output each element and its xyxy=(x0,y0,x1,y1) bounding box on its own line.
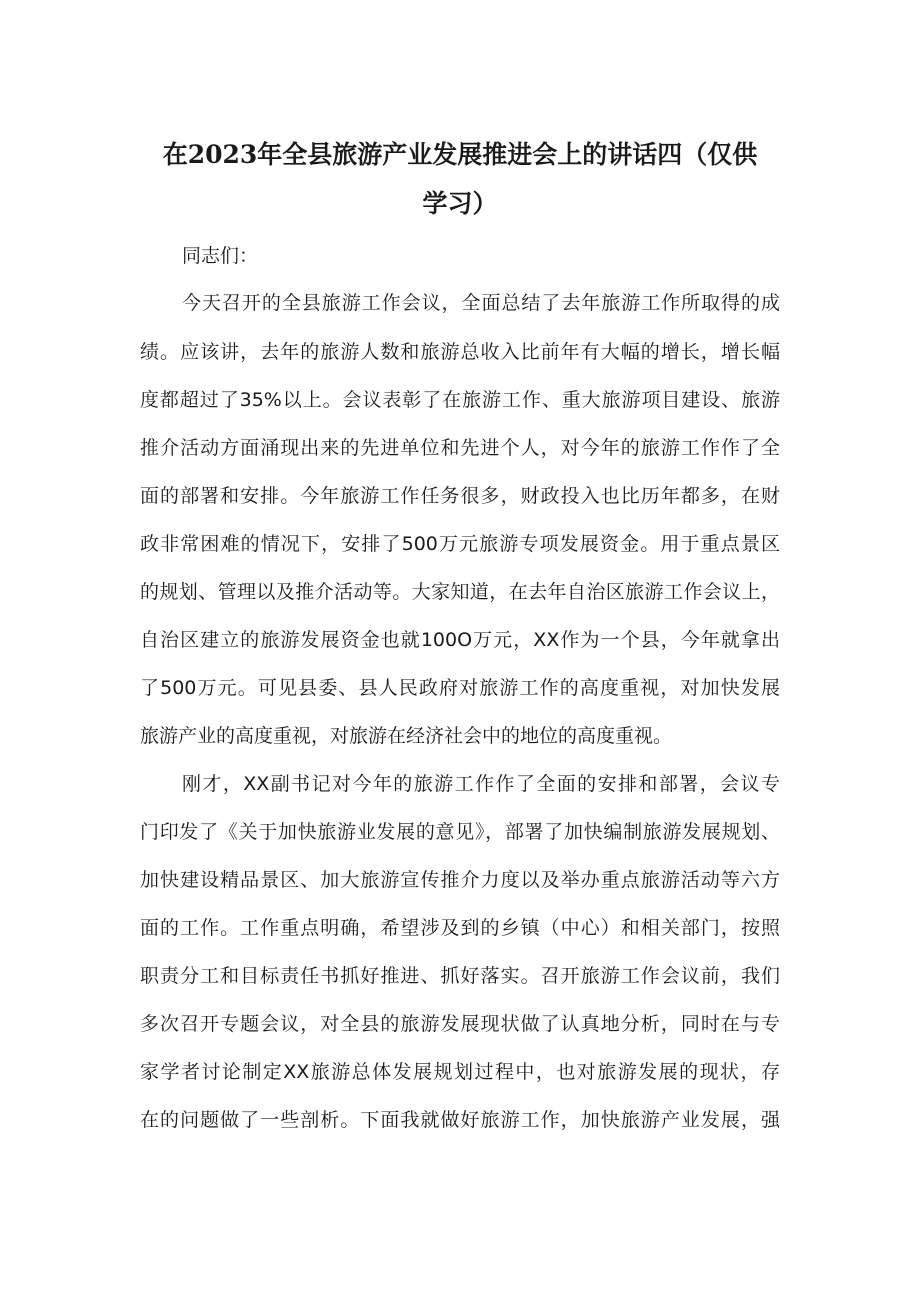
paragraph-1-line: 推介活动方面涌现出来的先进单位和先进个人，对今年的旅游工作作了全 xyxy=(140,437,780,459)
paragraph-1-line: 绩。应该讲，去年的旅游人数和旅游总收入比前年有大幅的增长，增长幅 xyxy=(140,341,780,363)
paragraph-2-line: 刚才，XX副书记对今年的旅游工作作了全面的安排和部署，会议专 xyxy=(182,773,780,795)
paragraph-2-line: 加快建设精品景区、加大旅游宣传推介力度以及举办重点旅游活动等六方 xyxy=(140,869,780,891)
document-title-line-1: 在2023年全县旅游产业发展推进会上的讲话四（仅供 xyxy=(162,140,758,169)
paragraph-1-line: 政非常困难的情况下，安排了500万元旅游专项发展资金。用于重点景区 xyxy=(140,533,780,555)
paragraph-1-line: 了500万元。可见县委、县人民政府对旅游工作的高度重视，对加快发展 xyxy=(140,677,780,699)
paragraph-1-line: 面的部署和安排。今年旅游工作任务很多，财政投入也比历年都多，在财 xyxy=(140,485,780,507)
paragraph-2-line: 门印发了《关于加快旅游业发展的意见》，部署了加快编制旅游发展规划、 xyxy=(140,821,780,843)
paragraph-2-line: 面的工作。工作重点明确，希望涉及到的乡镇（中心）和相关部门，按照 xyxy=(140,917,780,939)
paragraph-1-line: 旅游产业的高度重视，对旅游在经济社会中的地位的高度重视。 xyxy=(140,725,673,747)
paragraph-1-line: 度都超过了35%以上。会议表彰了在旅游工作、重大旅游项目建设、旅游 xyxy=(140,389,780,411)
paragraph-2-line: 家学者讨论制定XX旅游总体发展规划过程中，也对旅游发展的现状，存 xyxy=(140,1061,780,1083)
paragraph-2-line: 在的问题做了一些剖析。下面我就做好旅游工作，加快旅游产业发展，强 xyxy=(140,1109,780,1131)
paragraph-1-line: 自治区建立的旅游发展资金也就100O万元，XX作为一个县，今年就拿出 xyxy=(140,629,780,651)
document-title-line-2: 学习） xyxy=(422,189,498,218)
salutation: 同志们： xyxy=(182,245,259,267)
paragraph-2-line: 职责分工和目标责任书抓好推进、抓好落实。召开旅游工作会议前，我们 xyxy=(140,965,780,987)
paragraph-2-line: 多次召开专题会议，对全县的旅游发展现状做了认真地分析，同时在与专 xyxy=(140,1013,780,1035)
paragraph-1-line: 的规划、管理以及推介活动等。大家知道，在去年自治区旅游工作会议上， xyxy=(140,581,780,603)
paragraph-1-line: 今天召开的全县旅游工作会议，全面总结了去年旅游工作所取得的成 xyxy=(182,292,780,314)
